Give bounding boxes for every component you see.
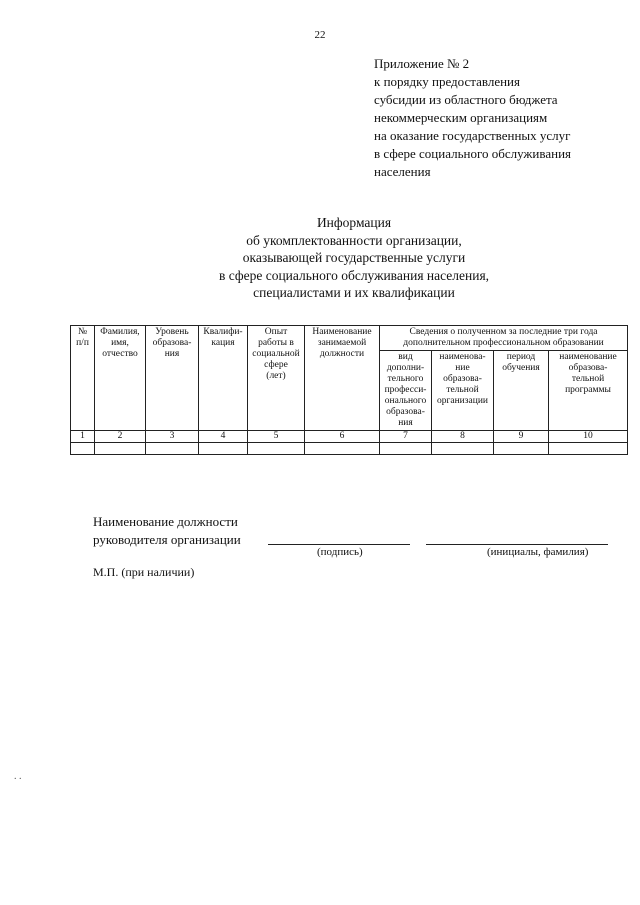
appendix-line: некоммерческим организациям bbox=[374, 110, 548, 125]
header-cell-education-level: Уровень образова- ния bbox=[146, 326, 199, 431]
heading-line: оказывающей государственные услуги bbox=[242, 250, 466, 265]
name-line bbox=[426, 528, 608, 545]
document-heading bbox=[0, 214, 640, 302]
table-cell bbox=[95, 443, 146, 455]
column-number: 4 bbox=[199, 431, 248, 443]
table-cell bbox=[380, 443, 432, 455]
header-cell-full-name: Фамилия, имя, отчество bbox=[95, 326, 146, 431]
column-number: 10 bbox=[549, 431, 628, 443]
column-number: 8 bbox=[432, 431, 494, 443]
appendix-block bbox=[374, 55, 571, 181]
appendix-line: Приложение № 2 bbox=[374, 56, 470, 71]
scan-specks: . . bbox=[14, 771, 22, 782]
signatory-title bbox=[93, 513, 241, 549]
table-cell bbox=[494, 443, 549, 455]
column-number: 3 bbox=[146, 431, 199, 443]
signatory-title-line: Наименование должности bbox=[93, 514, 238, 529]
column-number: 1 bbox=[71, 431, 95, 443]
column-number: 2 bbox=[95, 431, 146, 443]
table-cell bbox=[432, 443, 494, 455]
heading-line: в сфере социального обслуживания населения, bbox=[218, 267, 490, 283]
table-cell bbox=[199, 443, 248, 455]
header-cell-training-program: наименование образова- тельной программы bbox=[549, 351, 628, 431]
signatory-title-line: руководителя организации bbox=[93, 532, 241, 547]
heading-line: специалистами и их квалификации bbox=[253, 285, 455, 300]
table-cell bbox=[248, 443, 305, 455]
table-cell bbox=[549, 443, 628, 455]
header-cell-training-type: вид дополни- тельного професси- онального образова- ния bbox=[380, 351, 432, 431]
heading-line: Информация bbox=[316, 215, 392, 230]
appendix-line: к порядку предоставления bbox=[374, 74, 520, 89]
appendix-line: в сфере социального обслуживания bbox=[374, 146, 571, 161]
header-cell-qualification: Квалифи- кация bbox=[199, 326, 248, 431]
signature-caption: (подпись) bbox=[317, 546, 363, 558]
header-cell-number: № п/п bbox=[71, 326, 95, 431]
appendix-line: субсидии из областного бюджета bbox=[374, 92, 558, 107]
stamp-note: М.П. (при наличии) bbox=[93, 565, 195, 579]
table-cell bbox=[305, 443, 380, 455]
staff-qualification-table bbox=[70, 325, 628, 455]
column-number: 6 bbox=[305, 431, 380, 443]
header-cell-training-group: Сведения о полученном за последние три года дополнительном профессиональном образовании bbox=[380, 326, 628, 351]
header-cell-training-period: период обучения bbox=[494, 351, 549, 431]
table-row bbox=[71, 443, 628, 455]
table-cell bbox=[146, 443, 199, 455]
column-number: 5 bbox=[248, 431, 305, 443]
column-number: 9 bbox=[494, 431, 549, 443]
appendix-line: населения bbox=[374, 164, 431, 179]
column-number-row bbox=[71, 431, 628, 443]
signature-line bbox=[268, 528, 410, 545]
heading-line: об укомплектованности организации, bbox=[246, 232, 462, 248]
column-number: 7 bbox=[380, 431, 432, 443]
table-header-row bbox=[71, 326, 628, 351]
header-cell-experience: Опыт работы в социальной сфере (лет) bbox=[248, 326, 305, 431]
table-cell bbox=[71, 443, 95, 455]
name-caption: (инициалы, фамилия) bbox=[487, 546, 589, 558]
header-cell-position: Наименование занимаемой должности bbox=[305, 326, 380, 431]
page-number: 22 bbox=[314, 29, 326, 41]
appendix-line: на оказание государственных услуг bbox=[374, 128, 571, 143]
header-cell-training-organization: наименова- ние образова- тельной организации bbox=[432, 351, 494, 431]
